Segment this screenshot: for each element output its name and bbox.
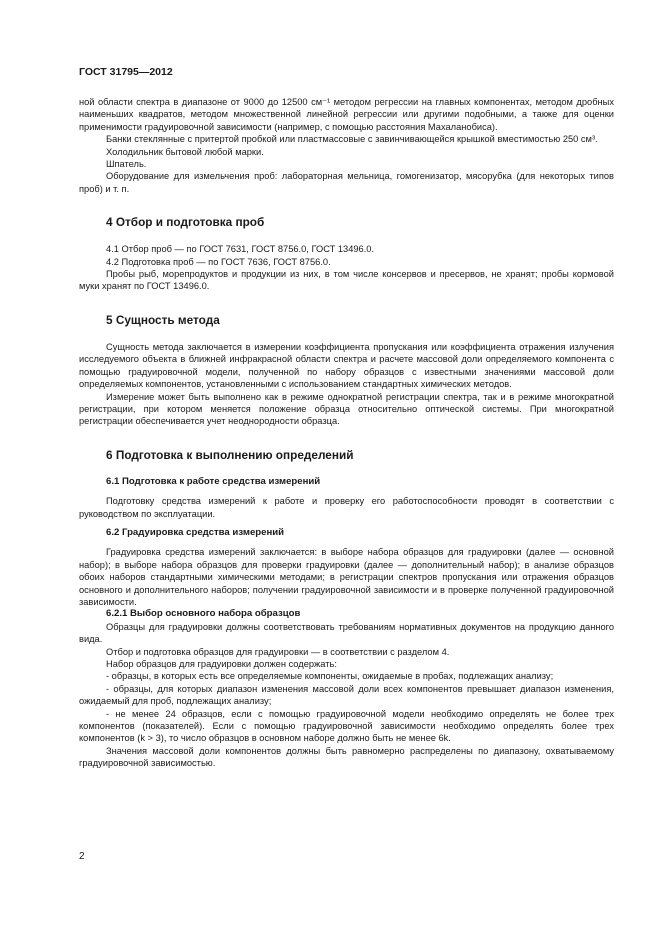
subsection-6-2-1-title: 6.2.1 Выбор основного набора образцов [106, 608, 301, 620]
section-5-title: 5 Сущность метода [106, 312, 220, 327]
page-content [79, 96, 614, 770]
section-6-title: 6 Подготовка к выполнению определений [106, 447, 354, 462]
section-4-title: 4 Отбор и подготовка проб [106, 215, 265, 230]
paragraph: Значения массовой доли компонентов должны быть равномерно распределены по диапазону, охватываемому градуировочной зависимостью. [79, 745, 614, 769]
paragraph: 4.2 Подготовка проб — по ГОСТ 7636, ГОСТ 8756.0. [106, 256, 331, 267]
page-number: 2 [79, 851, 85, 862]
paragraph: Набор образцов для градуировки должен содержать: [106, 659, 337, 669]
list-item: - образцы, для которых диапазон изменения массовой доли всех компонентов превышает диапазон изменения, ожидаемый для проб, подлежащих анализу; [79, 683, 614, 707]
paragraph: Банки стеклянные с притертой пробкой или пластмассовые с завинчивающейся крышкой вместимостью 250 см³. [106, 134, 598, 145]
paragraph: Подготовку средства измерений к работе и проверку его работоспособности проводят в соответствии с руководством по эксплуатации. [79, 496, 614, 519]
list-item: - образцы, в которых есть все определяемые компоненты, ожидаемые в пробах, подлежащих анализу; [106, 671, 554, 682]
subsection-6-1-title: 6.1 Подготовка к работе средства измерений [106, 475, 321, 487]
paragraph: Образцы для градуировки должны соответствовать требованиям нормативных документов на продукцию данного вида. [79, 621, 614, 645]
list-item: - не менее 24 образцов, если с помощью градуировочной модели необходимо определять не более трех компонентов (показателей). Если с помощью градуировочной зависимости необходимо определять более трех компонентов (k > 3), то число образцов в основном наборе должно быть не менее 6k. [79, 708, 614, 744]
paragraph: 4.1 Отбор проб — по ГОСТ 7631, ГОСТ 8756.0, ГОСТ 13496.0. [106, 244, 375, 255]
paragraph: ной области спектра в диапазоне от 9000 до 12500 см⁻¹ методом регрессии на главных компонентах, методом дробных наименьших квадратов, методом множественной линейной регрессии или другими подобными, а также для оценки применимости градуировочной зависимости (например, с помощью расстояния Махаланобиса). [79, 97, 614, 132]
paragraph: Измерение может быть выполнено как в режиме однократной регистрации спектра, так и в режиме многократной регистрации, при котором меняется положение образца относительно оптической системы. При многократной регистрации обеспечивается учет неоднородности образца. [79, 391, 614, 427]
paragraph: Холодильник бытовой любой марки. [106, 146, 264, 157]
paragraph: Градуировка средства измерений заключается: в выборе набора образцов для градуировки (далее — основной набор); в выборе набора образцов для проверки градуировки (далее — дополнительный набор); в анализе образцов обоих наборов стандартными химическими методами; в регистрации спектров пропускания или отражения образцов основного и дополнительного наборов; получении градуировочной зависимости и в проверке полученной градуировочной зависимости. [79, 547, 614, 607]
paragraph: Сущность метода заключается в измерении коэффициента пропускания или коэффициента отражения излучения исследуемого объекта в ближней инфракрасной области спектра и расчете массовой доли определяемого компонента с помощью градуировочной модели, полученной по набору образцов с известными значениями массовой доли определяемых компонентов, установленными с использованием стандартных химических методов. [79, 341, 614, 390]
subsection-6-2-title: 6.2 Градуировка средства измерений [106, 526, 285, 538]
paragraph: Шпатель. [106, 159, 147, 170]
document-header: ГОСТ 31795—2012 [79, 66, 173, 78]
paragraph: Оборудование для измельчения проб: лабораторная мельница, гомогенизатор, мясорубка (для некоторых типов проб) и т. п. [79, 171, 614, 194]
paragraph: Отбор и подготовка образцов для градуировки — в соответствии с разделом 4. [106, 646, 450, 657]
paragraph: Пробы рыб, морепродуктов и продукции из них, в том числе консервов и пресервов, не хранят; пробы кормовой муки хранят по ГОСТ 13496.0. [79, 269, 614, 292]
